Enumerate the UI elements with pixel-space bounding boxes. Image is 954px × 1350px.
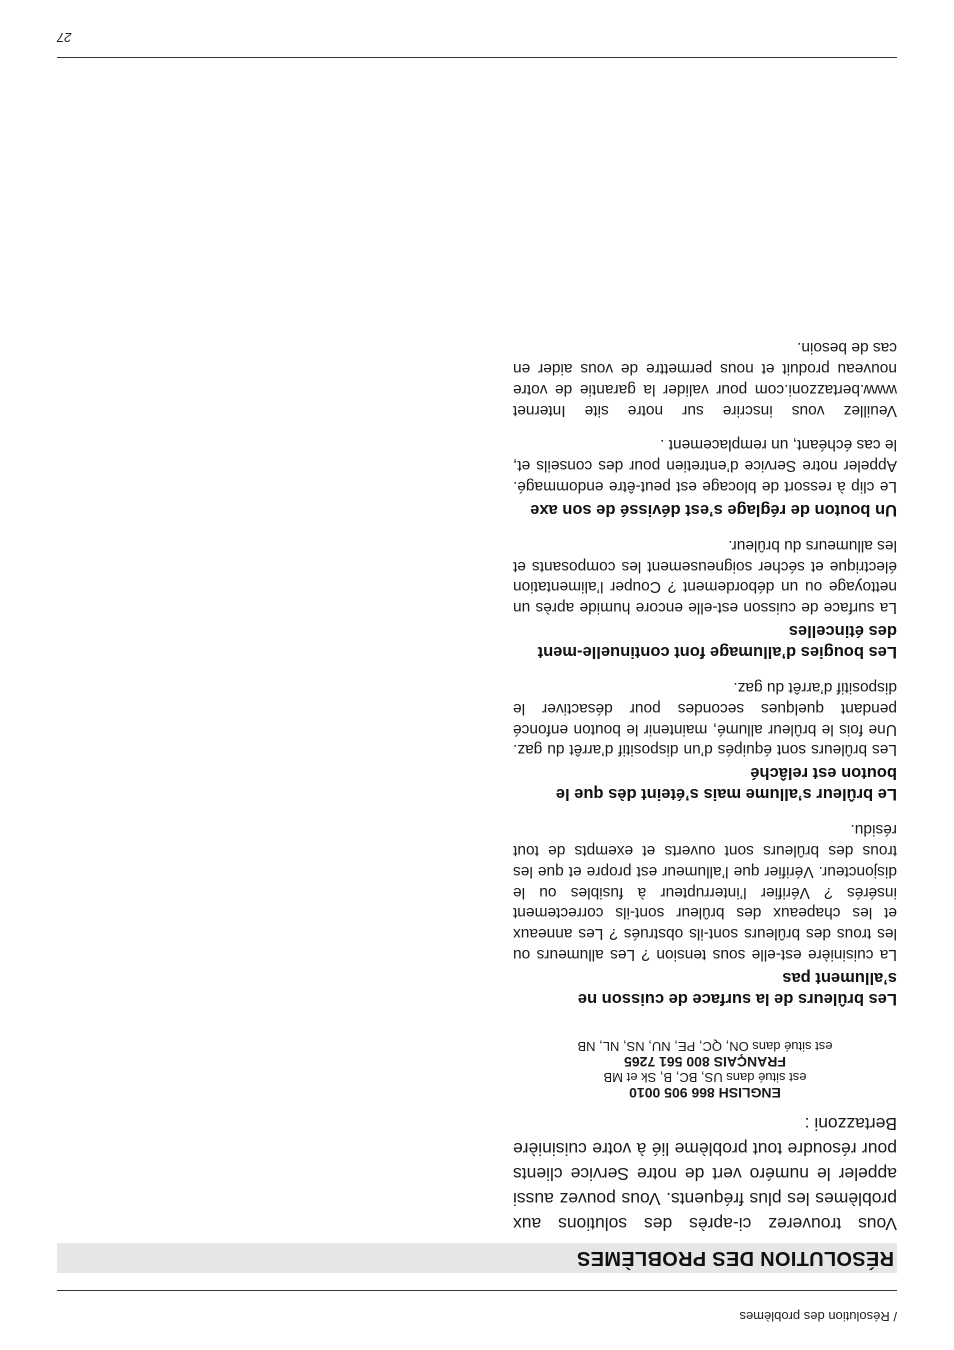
intro-paragraph: Vous trouverez ci-après des solutions aux problèmes les plus fréquents. Vous pouvez aussi appeler le numéro vert de notre Service clients pour résoudre tout problème lié à votre cuisinière Bertazzoni :: [513, 1114, 897, 1234]
problem-item: [513, 434, 897, 520]
hotline-french-phone: FRANÇAIS 800 561 7265: [624, 1054, 786, 1070]
main-column: [513, 321, 897, 1236]
problem-solution: La surface de cuisson est-elle encore humide après un nettoyage ou un débordement ? Couper l’alimentation électrique et sécher soigneusement les composants et les allumeurs du brûleur.: [513, 536, 897, 617]
problem-item: [513, 676, 897, 804]
hotline-english-phone: ENGLISH 866 905 0010: [629, 1085, 781, 1101]
header-rule: [57, 1290, 897, 1291]
hotline-block: [513, 1039, 897, 1101]
problem-item: [513, 534, 897, 662]
problem-item: [513, 818, 897, 1009]
problem-title: Les brûleurs de la surface de cuisson ne s’allument pas: [577, 969, 897, 1008]
problem-title: Le brûleur s’allume mais s’éteint dès que le bouton est relâché: [555, 764, 897, 804]
running-header: / Résolution des problèmes: [739, 1309, 897, 1324]
hotline-english-region: est situé dans US, BC, B, Sk et MB: [603, 1070, 807, 1085]
problem-solution: La cuisinière est-elle sous tension ? Les allumeurs ou les trous des brûleurs sont-ils obstrués ? Les anneaux et les chapeaux des brûleur sont-ils correctement insérés ? Vérifier l’interrupteur à fusibles ou le disjoncteur. Vérifier que l’allumeur est propre et que les trous des brûleurs sont ouverts et exempts de tout résidu.: [513, 821, 897, 963]
section-title: RÉSOLUTION DES PROBLÈMES: [576, 1247, 894, 1269]
problem-title: Un bouton de réglage s’est dévissé de son axe: [530, 501, 897, 520]
page-number: 27: [57, 30, 72, 45]
problem-solution: Le clip à ressort de blocage est peut-être endommagé. Appeler notre Service d’entretien pour des conseils et, le cas échéant, un remplacement .: [513, 436, 897, 496]
hotline-french-region: est situé dans ON, QC, PE, NU, NS, NL, NB: [577, 1039, 833, 1054]
registration-paragraph: Veuillez vous inscrire sur notre site Internet www.bertazzoni.com pour valider la garantie de votre nouveau produit et nous permettre de vous aider en cas de besoin.: [513, 339, 897, 419]
problem-title: Les bougies d’allumage font continuelle-ment des étincelles: [537, 622, 897, 662]
problem-solution: Les brûleurs sont équipés d’un dispositif d’arrêt du gaz. Une fois le brûleur allumé, maintenir le bouton enfoncé pendant quelques secondes pour désactiver le dispositif d’arrêt du gaz.: [513, 679, 897, 759]
section-title-bar: [57, 1243, 897, 1273]
footer-rule: [57, 57, 897, 58]
